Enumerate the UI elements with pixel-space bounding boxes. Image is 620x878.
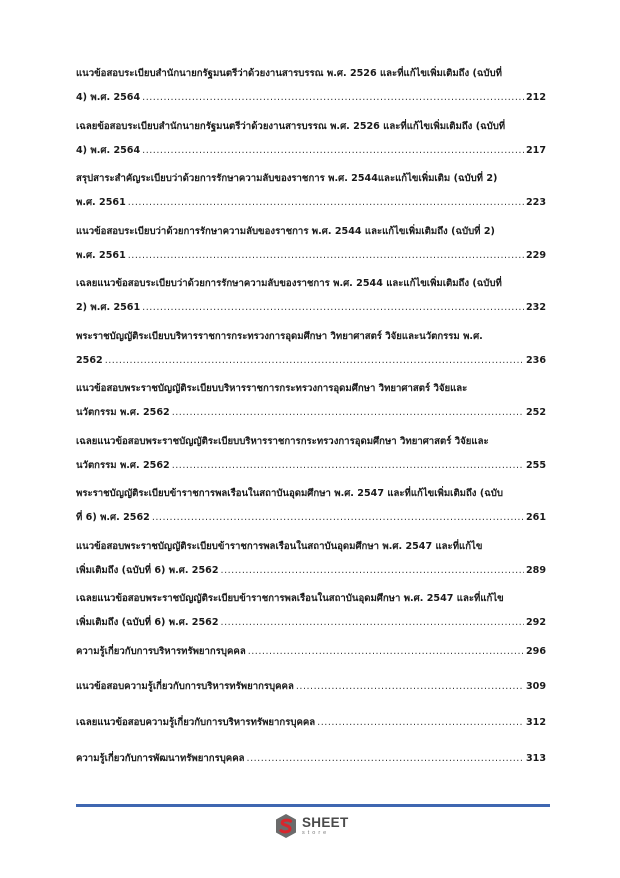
toc-entry[interactable] <box>76 377 546 425</box>
toc-page-number: 255 <box>525 459 546 471</box>
toc-entry-title: แนวข้อสอบระเบียบสำนักนายกรัฐมนตรีว่าด้วยงานสารบรรณ พ.ศ. 2526 และที่แก้ไขเพิ่มเติมถึง (ฉบับที่ <box>76 68 502 79</box>
dot-leader <box>172 454 524 478</box>
toc-page-number: 261 <box>525 512 546 523</box>
dot-leader <box>221 559 524 583</box>
toc-entry-title: สรุปสาระสำคัญระเบียบว่าด้วยการรักษาความลับของราชการ พ.ศ. 2544และแก้ไขเพิ่มเติม (ฉบับที่ 2) <box>76 173 498 184</box>
footer-divider <box>76 804 550 807</box>
toc-page-number: 312 <box>525 717 546 729</box>
dot-leader <box>142 139 524 163</box>
dot-leader <box>142 296 524 320</box>
toc-entry-title-cont: 2) พ.ศ. 2561 <box>76 302 141 313</box>
toc-page-number: 289 <box>525 564 546 576</box>
toc-entry-title: เฉลยแนวข้อสอบความรู้เกี่ยวกับการบริหารทรัพยากรบุคคล <box>76 717 316 729</box>
toc-entry-title-cont: 2562 <box>76 354 103 366</box>
toc-page-number: 236 <box>525 354 546 366</box>
toc-entry-title: ความรู้เกี่ยวกับการบริหารทรัพยากรบุคคล <box>76 645 246 657</box>
toc-entry-title: แนวข้อสอบความรู้เกี่ยวกับการบริหารทรัพยากรบุคคล <box>76 681 294 693</box>
toc-entry[interactable] <box>76 272 546 320</box>
toc-entry[interactable] <box>76 62 546 110</box>
dot-leader <box>128 244 524 268</box>
dot-leader <box>152 506 524 530</box>
toc-entry-title: แนวข้อสอบระเบียบว่าด้วยการรักษาความลับของราชการ พ.ศ. 2544 และแก้ไขเพิ่มเติมถึง (ฉบับที่ 2) <box>76 225 495 237</box>
toc-entry[interactable] <box>76 640 546 664</box>
toc-page-number: 292 <box>525 617 546 628</box>
toc-entry[interactable] <box>76 675 546 699</box>
toc-entry-title: เฉลยแนวข้อสอบพระราชบัญญัติระเบียบบริหารราชการกระทรวงการอุดมศึกษา วิทยาศาสตร์ วิจัยและ <box>76 435 489 447</box>
dot-leader <box>296 675 524 699</box>
toc-entry[interactable] <box>76 587 546 635</box>
toc-entry-title: เฉลยข้อสอบระเบียบสำนักนายกรัฐมนตรีว่าด้วยงานสารบรรณ พ.ศ. 2526 และที่แก้ไขเพิ่มเติมถึง (ฉบับที่ <box>76 120 506 132</box>
toc-entry-title: ความรู้เกี่ยวกับการพัฒนาทรัพยากรบุคคล <box>76 752 245 764</box>
table-of-contents <box>76 62 546 783</box>
sheet-store-logo-icon <box>274 813 298 839</box>
toc-entry-title: เฉลยแนวข้อสอบระเบียบว่าด้วยการรักษาความลับของราชการ พ.ศ. 2544 และแก้ไขเพิ่มเติมถึง (ฉบับที่ <box>76 278 502 289</box>
toc-entry-title-cont: 4) พ.ศ. 2564 <box>76 92 141 103</box>
toc-page-number: 252 <box>525 407 546 418</box>
dot-leader <box>142 86 524 110</box>
toc-page-number: 232 <box>525 302 546 313</box>
toc-entry[interactable] <box>76 482 546 530</box>
brand-subtitle: store <box>302 829 330 836</box>
toc-entry[interactable] <box>76 167 546 215</box>
toc-entry-title-cont: พ.ศ. 2561 <box>76 249 126 261</box>
toc-page-number: 309 <box>525 681 546 693</box>
toc-entry-title-cont: เพิ่มเติมถึง (ฉบับที่ 6) พ.ศ. 2562 <box>76 617 219 628</box>
dot-leader <box>247 747 524 771</box>
toc-entry-title: แนวข้อสอบพระราชบัญญัติระเบียบบริหารราชการกระทรวงการอุดมศึกษา วิทยาศาสตร์ วิจัยและ <box>76 383 468 394</box>
toc-entry-title: พระราชบัญญัติระเบียบข้าราชการพลเรือนในสถาบันอุดมศึกษา พ.ศ. 2547 และที่แก้ไขเพิ่มเติมถึง (ฉบับ <box>76 488 503 499</box>
dot-leader <box>172 401 524 425</box>
toc-entry-title: แนวข้อสอบพระราชบัญญัติระเบียบข้าราชการพลเรือนในสถาบันอุดมศึกษา พ.ศ. 2547 และที่แก้ไข <box>76 540 483 552</box>
toc-page-number: 223 <box>525 197 546 208</box>
toc-page-number: 212 <box>525 92 546 103</box>
toc-page-number: 313 <box>525 752 546 764</box>
toc-entry[interactable] <box>76 430 546 478</box>
toc-page-number: 229 <box>525 249 546 261</box>
toc-entry-title-cont: ที่ 6) พ.ศ. 2562 <box>76 512 150 523</box>
dot-leader <box>105 349 524 373</box>
toc-entry-title-cont: พ.ศ. 2561 <box>76 197 126 208</box>
toc-entry[interactable] <box>76 711 546 735</box>
dot-leader <box>221 611 524 635</box>
toc-entry-title: เฉลยแนวข้อสอบพระราชบัญญัติระเบียบข้าราชการพลเรือนในสถาบันอุดมศึกษา พ.ศ. 2547 และที่แก้ไข <box>76 593 504 604</box>
toc-page-number: 217 <box>525 144 546 156</box>
toc-entry-title-cont: นวัตกรรม พ.ศ. 2562 <box>76 459 170 471</box>
toc-entry[interactable] <box>76 325 546 373</box>
toc-entry-title-cont: นวัตกรรม พ.ศ. 2562 <box>76 407 170 418</box>
toc-entry-title: พระราชบัญญัติระเบียบบริหารราชการกระทรวงการอุดมศึกษา วิทยาศาสตร์ วิจัยและนวัตกรรม พ.ศ. <box>76 330 483 342</box>
toc-page-number: 296 <box>525 645 546 657</box>
toc-entry-title-cont: เพิ่มเติมถึง (ฉบับที่ 6) พ.ศ. 2562 <box>76 564 219 576</box>
toc-entry[interactable] <box>76 115 546 163</box>
dot-leader <box>128 191 524 215</box>
dot-leader <box>317 711 524 735</box>
sheet-store-logo <box>274 813 349 839</box>
brand-name: SHEET <box>302 815 349 830</box>
dot-leader <box>248 640 524 664</box>
toc-entry[interactable] <box>76 220 546 268</box>
toc-entry-title-cont: 4) พ.ศ. 2564 <box>76 144 141 156</box>
toc-entry[interactable] <box>76 747 546 771</box>
toc-entry[interactable] <box>76 535 546 583</box>
